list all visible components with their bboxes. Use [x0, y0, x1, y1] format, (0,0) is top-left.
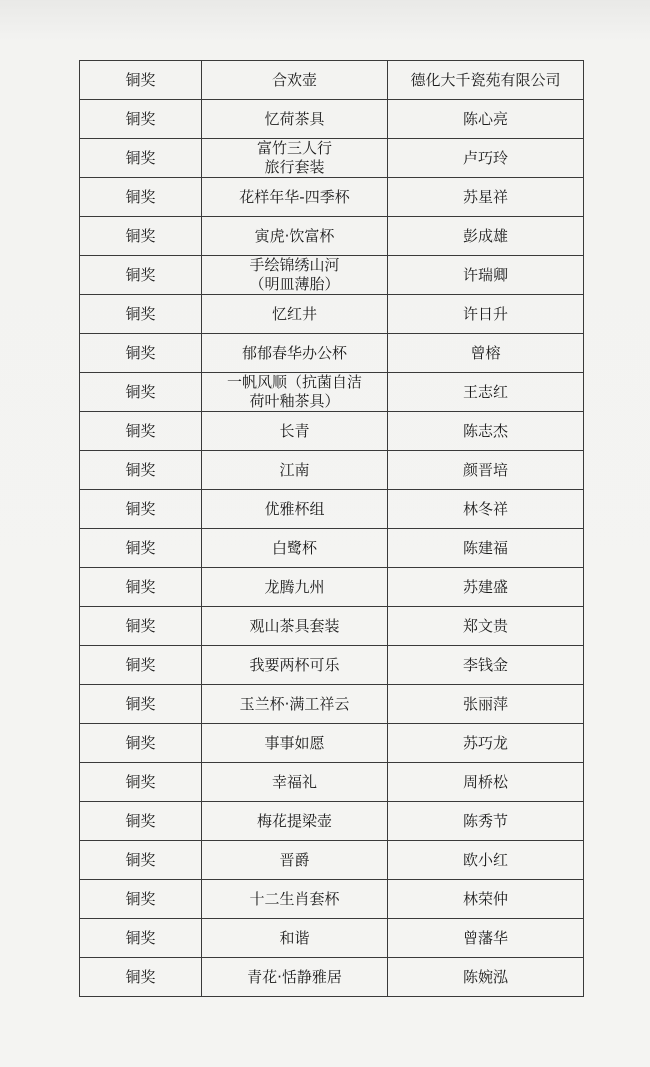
award-cell: 铜奖 [80, 607, 202, 646]
work-cell: 忆红井 [202, 295, 388, 334]
work-cell: 我要两杯可乐 [202, 646, 388, 685]
table-row [80, 139, 584, 178]
award-cell: 铜奖 [80, 217, 202, 256]
work-cell: 优雅杯组 [202, 490, 388, 529]
author-cell: 林冬祥 [388, 490, 584, 529]
work-cell: 事事如愿 [202, 724, 388, 763]
work-cell: 一帆风顺（抗菌自洁 荷叶釉茶具） [202, 373, 388, 412]
award-cell: 铜奖 [80, 256, 202, 295]
author-cell: 周桥松 [388, 763, 584, 802]
table-row [80, 295, 584, 334]
work-cell: 青花·恬静雅居 [202, 958, 388, 997]
table-row [80, 958, 584, 997]
table-row [80, 919, 584, 958]
award-cell: 铜奖 [80, 100, 202, 139]
author-cell: 曾藩华 [388, 919, 584, 958]
award-cell: 铜奖 [80, 880, 202, 919]
award-cell: 铜奖 [80, 841, 202, 880]
table-row [80, 880, 584, 919]
work-cell: 长青 [202, 412, 388, 451]
table-row [80, 100, 584, 139]
author-cell: 苏建盛 [388, 568, 584, 607]
author-cell: 李钱金 [388, 646, 584, 685]
table-row [80, 451, 584, 490]
work-cell: 白鹭杯 [202, 529, 388, 568]
table-row [80, 763, 584, 802]
award-cell: 铜奖 [80, 646, 202, 685]
author-cell: 陈心亮 [388, 100, 584, 139]
work-cell: 幸福礼 [202, 763, 388, 802]
table-row [80, 529, 584, 568]
author-cell: 颜晋培 [388, 451, 584, 490]
award-cell: 铜奖 [80, 958, 202, 997]
table-row [80, 607, 584, 646]
award-cell: 铜奖 [80, 568, 202, 607]
author-cell: 林荣仲 [388, 880, 584, 919]
work-cell: 龙腾九州 [202, 568, 388, 607]
author-cell: 陈志杰 [388, 412, 584, 451]
table-row [80, 568, 584, 607]
award-cell: 铜奖 [80, 724, 202, 763]
table-row [80, 178, 584, 217]
work-cell: 合欢壶 [202, 61, 388, 100]
award-cell: 铜奖 [80, 334, 202, 373]
work-cell: 和谐 [202, 919, 388, 958]
work-cell: 富竹三人行 旅行套装 [202, 139, 388, 178]
work-cell: 江南 [202, 451, 388, 490]
author-cell: 苏巧龙 [388, 724, 584, 763]
award-cell: 铜奖 [80, 919, 202, 958]
table-row [80, 412, 584, 451]
work-cell: 玉兰杯·满工祥云 [202, 685, 388, 724]
work-cell: 寅虎·饮富杯 [202, 217, 388, 256]
table-row [80, 685, 584, 724]
author-cell: 陈秀节 [388, 802, 584, 841]
work-cell: 手绘锦绣山河 （明皿薄胎） [202, 256, 388, 295]
author-cell: 欧小红 [388, 841, 584, 880]
award-cell: 铜奖 [80, 61, 202, 100]
work-cell: 花样年华-四季杯 [202, 178, 388, 217]
work-cell: 晋爵 [202, 841, 388, 880]
award-cell: 铜奖 [80, 451, 202, 490]
table-row [80, 724, 584, 763]
award-cell: 铜奖 [80, 178, 202, 217]
award-cell: 铜奖 [80, 412, 202, 451]
award-table-body [80, 61, 584, 997]
author-cell: 许瑞卿 [388, 256, 584, 295]
author-cell: 陈婉泓 [388, 958, 584, 997]
award-cell: 铜奖 [80, 490, 202, 529]
award-cell: 铜奖 [80, 685, 202, 724]
author-cell: 郑文贵 [388, 607, 584, 646]
table-row [80, 490, 584, 529]
award-cell: 铜奖 [80, 802, 202, 841]
author-cell: 许日升 [388, 295, 584, 334]
table-row [80, 841, 584, 880]
author-cell: 陈建福 [388, 529, 584, 568]
award-table [79, 60, 584, 997]
author-cell: 彭成雄 [388, 217, 584, 256]
author-cell: 德化大千瓷苑有限公司 [388, 61, 584, 100]
table-row [80, 646, 584, 685]
table-row [80, 61, 584, 100]
author-cell: 卢巧玲 [388, 139, 584, 178]
author-cell: 曾榕 [388, 334, 584, 373]
table-row [80, 217, 584, 256]
table-row [80, 256, 584, 295]
table-row [80, 334, 584, 373]
award-cell: 铜奖 [80, 529, 202, 568]
work-cell: 郁郁春华办公杯 [202, 334, 388, 373]
award-cell: 铜奖 [80, 139, 202, 178]
table-row [80, 802, 584, 841]
work-cell: 梅花提梁壶 [202, 802, 388, 841]
award-cell: 铜奖 [80, 373, 202, 412]
author-cell: 张丽萍 [388, 685, 584, 724]
author-cell: 王志红 [388, 373, 584, 412]
award-cell: 铜奖 [80, 295, 202, 334]
work-cell: 忆荷茶具 [202, 100, 388, 139]
table-row [80, 373, 584, 412]
author-cell: 苏星祥 [388, 178, 584, 217]
work-cell: 十二生肖套杯 [202, 880, 388, 919]
work-cell: 观山茶具套装 [202, 607, 388, 646]
award-cell: 铜奖 [80, 763, 202, 802]
